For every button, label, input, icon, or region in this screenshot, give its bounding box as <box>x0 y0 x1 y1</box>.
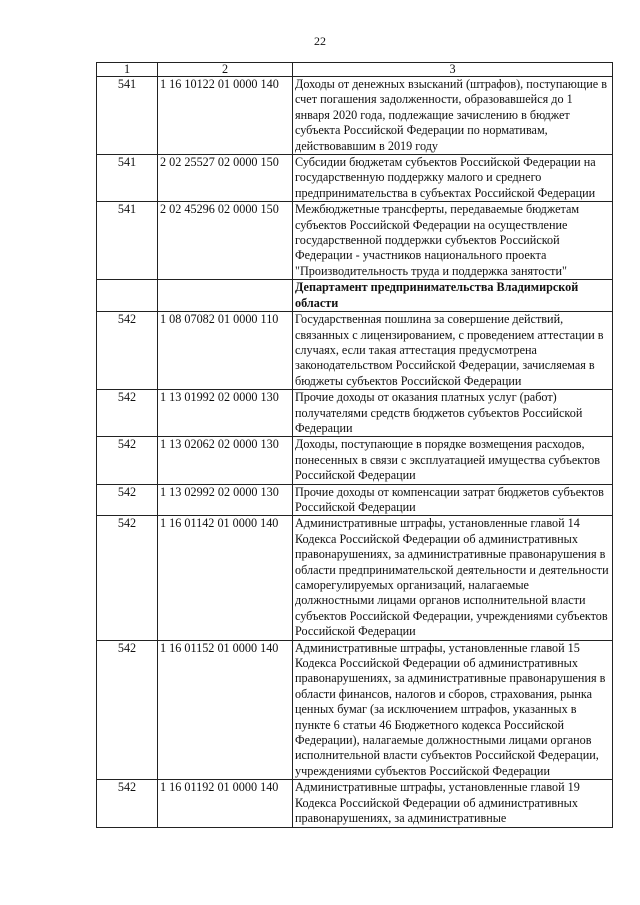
admin-code-cell: 542 <box>97 640 158 780</box>
revenue-code-cell: 2 02 45296 02 0000 150 <box>158 202 293 280</box>
description-cell: Субсидии бюджетам субъектов Российской Федерации на государственную поддержку малого и среднего предпринимательства в субъектах Российской Федерации <box>293 155 613 202</box>
admin-code-cell: 542 <box>97 484 158 516</box>
column-header-2: 2 <box>158 63 293 77</box>
revenue-code-cell: 2 02 25527 02 0000 150 <box>158 155 293 202</box>
admin-code-cell: 541 <box>97 202 158 280</box>
admin-code-cell <box>97 280 158 312</box>
admin-code-cell: 542 <box>97 780 158 827</box>
table-row <box>97 312 613 390</box>
admin-code-cell: 542 <box>97 312 158 390</box>
table-row <box>97 516 613 640</box>
table-row <box>97 640 613 780</box>
revenue-code-cell: 1 13 02992 02 0000 130 <box>158 484 293 516</box>
column-header-3: 3 <box>293 63 613 77</box>
description-cell: Государственная пошлина за совершение действий, связанных с лицензированием, с проведением аттестации в случаях, если такая аттестация предусмотрена законодательством Российской Федерации, зачисляемая в бюджеты субъектов Российской Федерации <box>293 312 613 390</box>
revenue-code-cell: 1 16 01142 01 0000 140 <box>158 516 293 640</box>
table-row <box>97 484 613 516</box>
revenue-code-cell: 1 13 02062 02 0000 130 <box>158 437 293 484</box>
table-row <box>97 155 613 202</box>
admin-code-cell: 541 <box>97 77 158 155</box>
revenue-code-cell: 1 13 01992 02 0000 130 <box>158 390 293 437</box>
revenue-code-cell <box>158 280 293 312</box>
table-row <box>97 77 613 155</box>
table-row <box>97 202 613 280</box>
revenue-code-cell: 1 08 07082 01 0000 110 <box>158 312 293 390</box>
table-header-row <box>97 63 613 77</box>
revenue-code-cell: 1 16 01192 01 0000 140 <box>158 780 293 827</box>
description-cell: Административные штрафы, установленные главой 15 Кодекса Российской Федерации об административных правонарушениях, за административные правонарушения в области финансов, налогов и сборов, страхования, рынка ценных бумаг (за исключением штрафов, указанных в пункте 6 статьи 46 Бюджетного кодекса Российской Федерации), налагаемые должностными лицами органов исполнительной власти субъектов Российской Федерации, учреждениями субъектов Российской Федерации <box>293 640 613 780</box>
description-cell: Межбюджетные трансферты, передаваемые бюджетам субъектов Российской Федерации на осуществление государственной поддержки субъектов Российской Федерации - участников национального проекта "Производительность труда и поддержка занятости" <box>293 202 613 280</box>
description-cell: Прочие доходы от оказания платных услуг (работ) получателями средств бюджетов субъектов Российской Федерации <box>293 390 613 437</box>
table-row <box>97 780 613 827</box>
description-cell: Доходы, поступающие в порядке возмещения расходов, понесенных в связи с эксплуатацией имущества субъектов Российской Федерации <box>293 437 613 484</box>
description-cell: Прочие доходы от компенсации затрат бюджетов субъектов Российской Федерации <box>293 484 613 516</box>
revenue-code-cell: 1 16 10122 01 0000 140 <box>158 77 293 155</box>
revenue-code-cell: 1 16 01152 01 0000 140 <box>158 640 293 780</box>
description-cell: Доходы от денежных взысканий (штрафов), поступающие в счет погашения задолженности, образовавшейся до 1 января 2020 года, подлежащие зачислению в бюджет субъекта Российской Федерации по нормативам, действовавшим в 2019 году <box>293 77 613 155</box>
admin-code-cell: 542 <box>97 390 158 437</box>
admin-code-cell: 542 <box>97 437 158 484</box>
table-row <box>97 437 613 484</box>
revenue-classification-table <box>96 62 613 828</box>
table-row <box>97 390 613 437</box>
section-heading-row <box>97 280 613 312</box>
column-header-1: 1 <box>97 63 158 77</box>
admin-code-cell: 541 <box>97 155 158 202</box>
page-number: 22 <box>314 34 326 48</box>
admin-code-cell: 542 <box>97 516 158 640</box>
section-heading: Департамент предпринимательства Владимирской области <box>293 280 613 312</box>
description-cell: Административные штрафы, установленные главой 14 Кодекса Российской Федерации об административных правонарушениях, за административные правонарушения в области предпринимательской деятельности и деятельности саморегулируемых организаций, налагаемые должностными лицами органов исполнительной власти субъектов Российской Федерации, учреждениями субъектов Российской Федерации <box>293 516 613 640</box>
description-cell: Административные штрафы, установленные главой 19 Кодекса Российской Федерации об административных правонарушениях, за административные <box>293 780 613 827</box>
